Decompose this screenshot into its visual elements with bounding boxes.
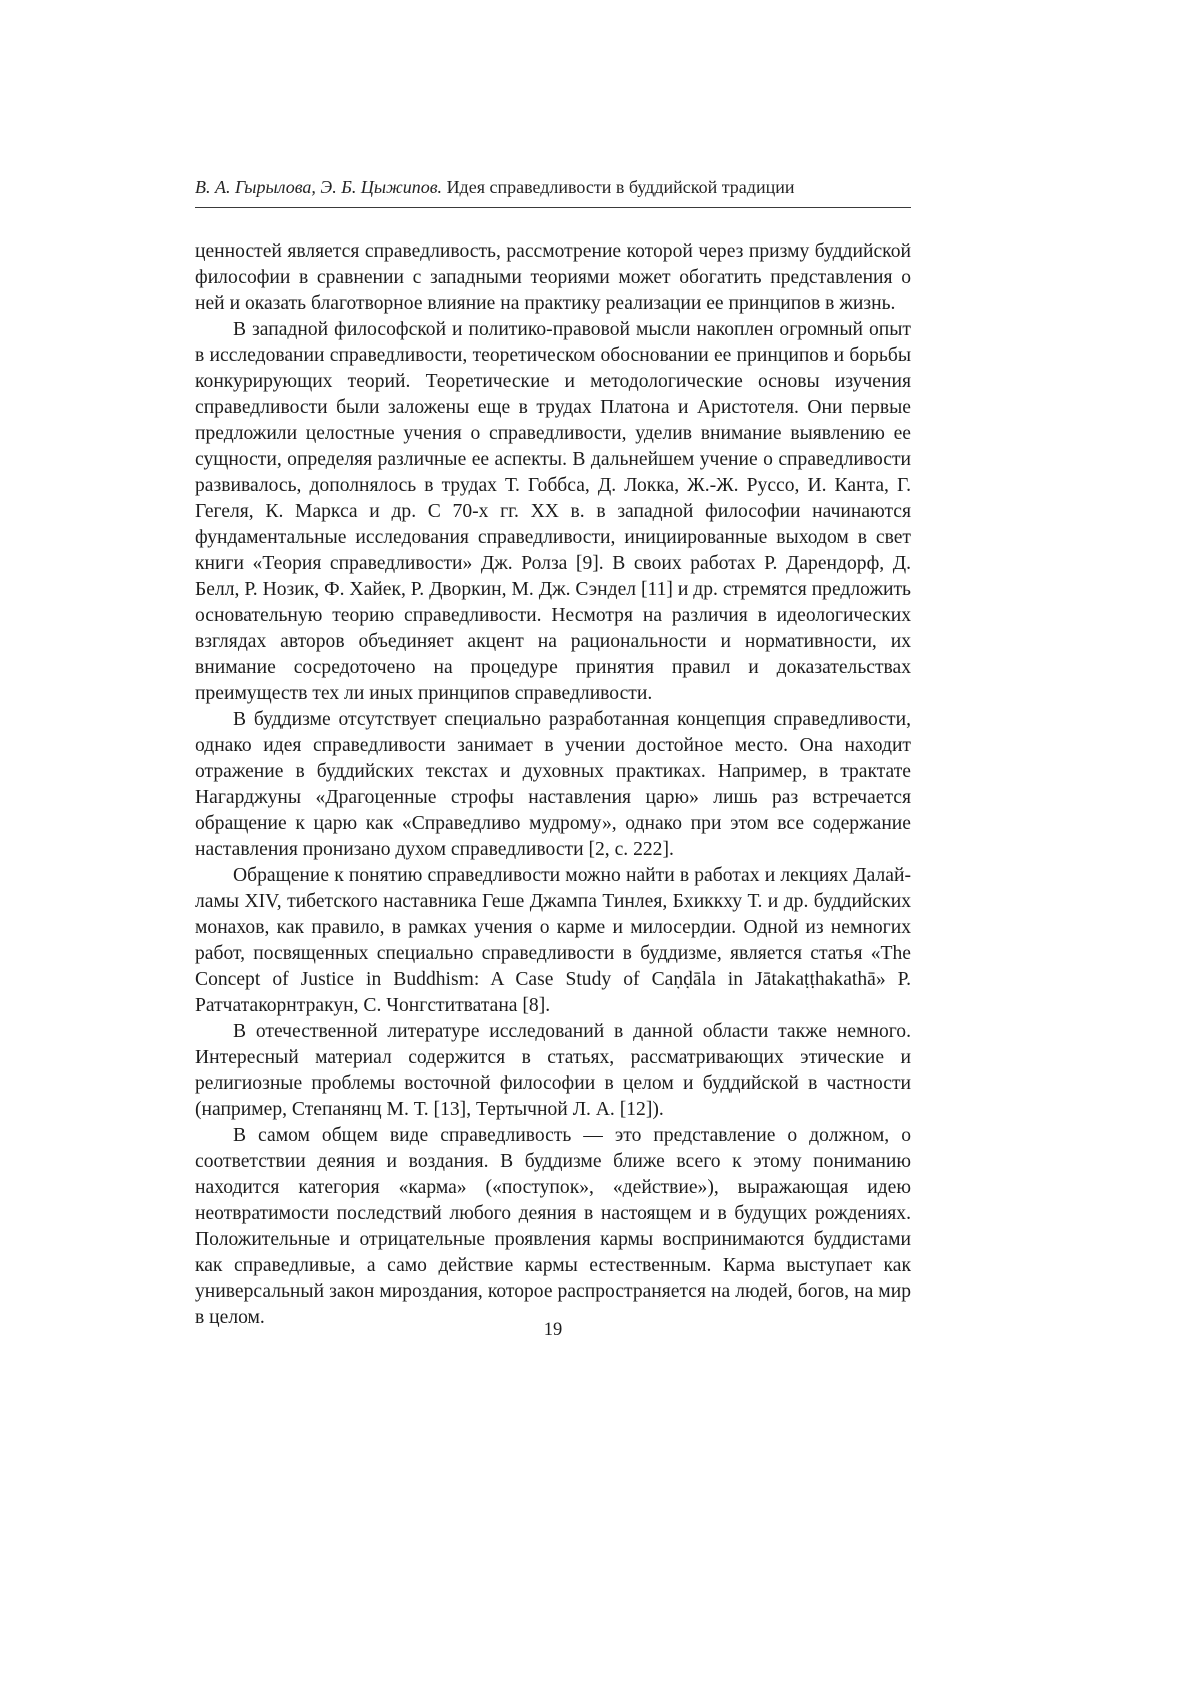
paragraph: В западной философской и политико-правовой мысли накоплен огромный опыт в исследовании справедливости, теоретическом обосновании ее принципов и борьбы конкурирующих теорий. Теоретические и методологические основы изучения справедливости были заложены еще в трудах Платона и Аристотеля. Они первые предложили целостные учения о справедливости, уделив внимание выявлению ее сущности, определяя различные ее аспекты. В дальнейшем учение о справедливости развивалось, дополнялось в трудах Т. Гоббса, Д. Локка, Ж.-Ж. Руссо, И. Канта, Г. Гегеля, К. Маркса и др. С 70-х гг. XX в. в западной философии начинаются фундаментальные исследования справедливости, инициированные выходом в свет книги «Теория справедливости» Дж. Ролза [9]. В своих работах Р. Дарендорф, Д. Белл, Р. Нозик, Ф. Хайек, Р. Дворкин, М. Дж. Сэндел [11] и др. стремятся предложить основательную теорию справедливости. Несмотря на различия в идеологических взглядах авторов объединяет акцент на рациональности и нормативности, их внимание сосредоточено на процедуре принятия правил и доказательствах преимуществ тех ли иных принципов справедливости.: [195, 319, 911, 704]
running-head-authors: В. А. Гырылова, Э. Б. Цыжипов.: [195, 177, 443, 197]
paragraph: ценностей является справедливость, рассмотрение которой через призму буддийской философии в сравнении с западными теориями может обогатить представления о ней и оказать благотворное влияние на практику реализации ее принципов в жизнь.: [195, 241, 911, 314]
running-head-title: Идея справедливости в буддийской традиции: [446, 177, 795, 197]
article-body: [195, 239, 911, 1331]
paragraph: В буддизме отсутствует специально разработанная концепция справедливости, однако идея справедливости занимает в учении достойное место. Она находит отражение в буддийских текстах и духовных практиках. Например, в трактате Нагарджуны «Драгоценные строфы наставления царю» лишь раз встречается обращение к царю как «Справедливо мудрому», однако при этом все содержание наставления пронизано духом справедливости [2, с. 222].: [195, 709, 911, 860]
paragraph: В отечественной литературе исследований в данной области также немного. Интересный материал содержится в статьях, рассматривающих этические и религиозные проблемы восточной философии в целом и буддийской в частности (например, Степанянц М. Т. [13], Тертычной Л. А. [12]).: [195, 1021, 911, 1120]
running-head: [195, 176, 911, 208]
text-column: [195, 176, 911, 1331]
page-number: 19: [543, 1320, 563, 1340]
paragraph: В самом общем виде справедливость — это представление о должном, о соответствии деяния и воздания. В буддизме ближе всего к этому пониманию находится категория «карма» («поступок», «действие»), выражающая идею неотвратимости последствий любого деяния в настоящем и в будущих рождениях. Положительные и отрицательные проявления кармы воспринимаются буддистами как справедливые, а само действие кармы естественным. Карма выступает как универсальный закон мироздания, которое распространяется на людей, богов, на мир в целом.: [195, 1125, 911, 1328]
paragraph: Обращение к понятию справедливости можно найти в работах и лекциях Далай-ламы XIV, тибетского наставника Геше Джампа Тинлея, Бхиккху Т. и др. буддийских монахов, как правило, в рамках учения о карме и милосердии. Одной из немногих работ, посвященных специально справедливости в буддизме, является статья «The Concept of Justice in Buddhism: A Case Study of Caṇḍāla in Jātakaṭṭhakathā» Р. Ратчатакорнтракун, С. Чонгститватана [8].: [195, 865, 911, 1016]
